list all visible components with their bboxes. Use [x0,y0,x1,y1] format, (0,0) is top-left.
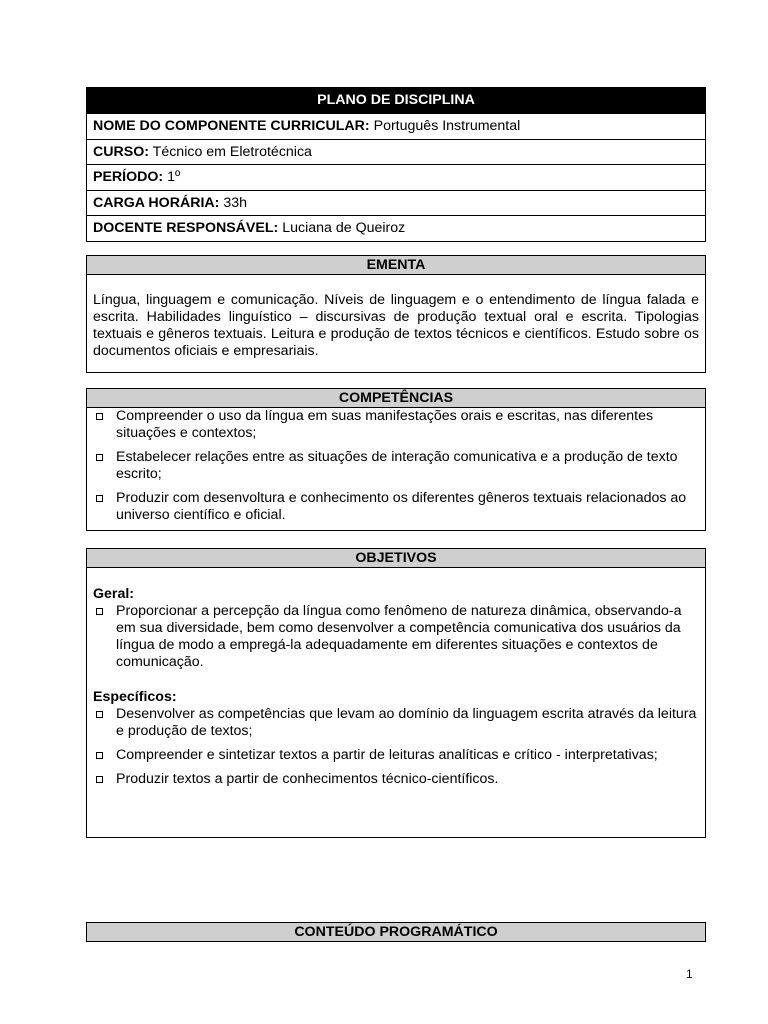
objetivo-especifico-item [87,706,705,740]
competencia-text: Estabelecer relações entre as situações de interação comunicativa e a produção de texto escrito; [116,449,678,482]
checkbox-bullet-icon [96,495,103,502]
conteudo-title: CONTEÚDO PROGRAMÁTICO [87,923,705,941]
componente-value: Português Instrumental [373,118,521,134]
componente-label: NOME DO COMPONENTE CURRICULAR: [93,118,370,134]
docente-value: Luciana de Queiroz [282,220,406,236]
carga-value: 33h [223,194,247,211]
objetivo-text: Compreender e sintetizar textos a partir de leituras analíticas e crítico - interpretativas; [116,747,658,763]
competencia-item [87,408,705,442]
competencias-section [86,388,706,531]
plano-table [86,87,706,242]
curso-row [87,139,705,165]
objetivo-especifico-item [87,747,705,764]
competencia-text: Produzir com desenvoltura e conhecimento os diferentes gêneros textuais relacionados ao universo científico e oficial. [116,490,687,523]
checkbox-bullet-icon [96,711,103,718]
objetivo-text: Proporcionar a percepção da língua como fenômeno de natureza dinâmica, observando-a em sua diversidade, bem como desenvolver a competência comunicativa dos usuários da língua de modo a empregá-la adequadamente em diferentes situações e contextos de comunicação. [116,603,682,670]
objetivos-title: OBJETIVOS [87,549,705,568]
checkbox-bullet-icon [96,608,103,615]
docente-row [87,215,705,241]
checkbox-bullet-icon [96,454,103,461]
competencias-list [87,408,705,524]
competencia-text: Compreender o uso da língua em suas manifestações orais e escritas, nas diferentes situações e contextos; [116,408,654,441]
objetivo-geral-item [87,603,705,671]
docente-label: DOCENTE RESPONSÁVEL: [93,220,279,236]
especificos-label: Específicos: [93,689,177,705]
curso-label: CURSO: [93,143,149,160]
checkbox-bullet-icon [96,413,103,420]
especificos-list [87,706,705,788]
objetivo-especifico-item [87,771,705,788]
conteudo-section [86,922,706,942]
ementa-text: Língua, linguagem e comunicação. Níveis de linguagem e o entendimento de língua falada e escrita. Habilidades linguístico – discursivas de produção textual oral e escrita. Tipologias textuais e gêneros textuais. Leitura e produção de textos técnicos e científicos. Estudo sobre os documentos oficiais e empresariais. [93,292,699,359]
periodo-value: 1º [167,169,181,185]
page-number: 1 [686,967,693,981]
periodo-row [87,164,705,190]
ementa-title: EMENTA [87,256,705,275]
objetivo-text: Desenvolver as competências que levam ao domínio da linguagem escrita através da leitura e produção de textos; [116,706,697,739]
objetivos-section [86,548,706,838]
geral-list [87,603,705,671]
componente-row [87,113,705,139]
geral-label: Geral: [93,586,135,602]
carga-label: CARGA HORÁRIA: [93,194,220,211]
plano-title: PLANO DE DISCIPLINA [87,88,705,113]
curso-value: Técnico em Eletrotécnica [152,143,312,160]
carga-row [87,190,705,216]
checkbox-bullet-icon [96,752,103,759]
competencias-title: COMPETÊNCIAS [87,389,705,408]
competencia-item [87,449,705,483]
ementa-section [86,255,706,373]
periodo-label: PERÍODO: [93,169,164,185]
objetivo-text: Produzir textos a partir de conhecimentos técnico-científicos. [116,771,499,787]
checkbox-bullet-icon [96,776,103,783]
competencia-item [87,490,705,524]
